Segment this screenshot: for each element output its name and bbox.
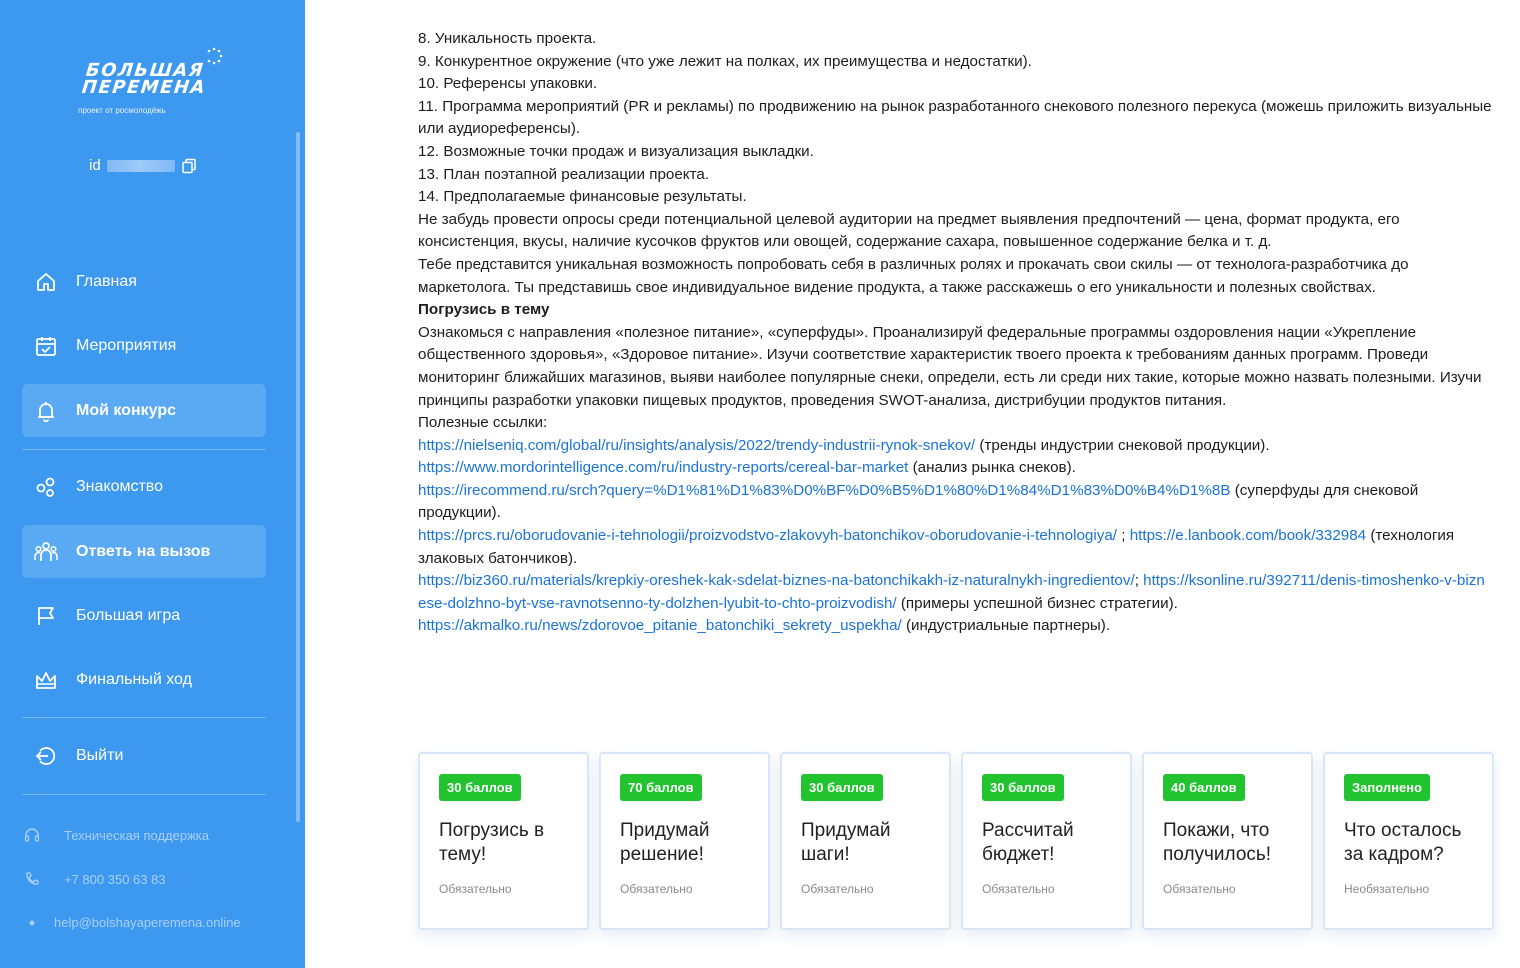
links-label: Полезные ссылки:	[418, 414, 548, 432]
paragraph-survey: Не забудь провести опросы среди потенциальной целевой аудитории на предмет выявления предпочтений — цена, формат продукта, его консистенция, вкусы, наличие кусочков фруктов или овощей, содержание сахара, повышенное содержание белка и т. д.	[418, 210, 1400, 251]
nav-item-events[interactable]	[22, 319, 266, 372]
crown-icon	[34, 668, 58, 692]
sidebar	[0, 0, 305, 968]
link-row: https://nielseniq.com/global/ru/insights/analysis/2022/trendy-industrii-rynok-snekov/ (тренды индустрии снековой продукции).	[418, 436, 1270, 454]
support-email-text: help@bolshayaperemena.online	[54, 915, 241, 930]
list-item: 8. Уникальность проекта.	[418, 30, 597, 47]
nav-item-final-move[interactable]	[22, 653, 266, 706]
card-requirement: Необязательно	[1344, 882, 1430, 896]
nav-label: Большая игра	[76, 606, 181, 624]
nav-divider	[22, 449, 266, 450]
status-badge: Заполнено	[1344, 774, 1430, 801]
logo-line2: ПЕРЕМЕНА	[80, 77, 208, 98]
support-label: Техническая поддержка	[64, 827, 209, 843]
headset-icon	[22, 827, 42, 843]
support-link[interactable]	[22, 827, 209, 843]
email-dot-icon	[22, 919, 42, 927]
nav-item-big-game[interactable]	[22, 589, 266, 642]
group-icon	[34, 540, 58, 564]
task-card[interactable]	[961, 752, 1132, 930]
points-badge: 30 баллов	[801, 774, 883, 801]
user-id	[89, 157, 197, 174]
logo[interactable]	[78, 46, 228, 126]
paragraph-dive: Ознакомься с направления «полезное питание», «суперфуды». Проанализируй федеральные программы оздоровления нации «Укрепление общественного здоровья», «Здоровое питание». Изучи соответствие характеристик твоего проекта к требованиям данных программ. Проведи мониторинг ближайших магазинов, выяви наиболее популярные снеки, определи, есть ли среди них такие, которые можно назвать полезными. Изучи принципы разработки упаковки пищевых продуктов, проведения SWOT-анализа, дистрибуции продуктов питания.	[418, 323, 1482, 409]
list-item: 13. План поэтапной реализации проекта.	[418, 165, 710, 183]
nav-label: Главная	[76, 272, 137, 290]
link[interactable]: https://akmalko.ru/news/zdorovoe_pitanie_batonchiki_sekrety_uspekha/	[418, 617, 902, 635]
task-card[interactable]	[780, 752, 951, 930]
id-label: id	[89, 157, 101, 174]
link[interactable]: https://prcs.ru/oborudovanie-i-tehnologii/proizvodstvo-zlakovyh-batonchikov-oborudovanie-i-tehnologiya/	[418, 527, 1118, 545]
logout-icon	[34, 744, 58, 768]
nav-item-challenge[interactable]	[22, 525, 266, 578]
link-row: https://irecommend.ru/srch?query=%D1%81%D1%83%D0%BF%D0%B5%D1%80%D1%84%D1%83%D0%B4%D1%8B (суперфуды для снековой продукции).	[418, 481, 1419, 522]
points-badge: 40 баллов	[1163, 774, 1245, 801]
logo-line1: БОЛЬШАЯ	[84, 60, 206, 81]
nav-item-my-contest[interactable]	[22, 384, 266, 437]
home-icon	[34, 270, 58, 294]
card-title: Рассчитай бюджет!	[982, 820, 1074, 865]
copy-icon[interactable]	[181, 158, 197, 174]
link-row: https://prcs.ru/oborudovanie-i-tehnologii/proizvodstvo-zlakovyh-batonchikov-oborudovanie-i-tehnologiya/ ; https://e.lanbook.com/book/332984 (технология злаковых батончиков).	[418, 527, 1455, 567]
logo-subtitle: проект от росмолодёжь	[78, 106, 166, 115]
nav-label: Мероприятия	[76, 336, 177, 354]
task-cards	[418, 752, 1494, 930]
nav-label: Знакомство	[76, 477, 164, 495]
nav-divider	[22, 717, 266, 718]
card-requirement: Обязательно	[982, 882, 1055, 896]
list-item: 10. Референсы упаковки.	[418, 75, 598, 93]
card-requirement: Обязательно	[620, 882, 693, 896]
id-value-blurred	[107, 160, 175, 172]
nav-label: Мой конкурс	[76, 401, 176, 419]
flag-icon	[34, 604, 58, 628]
task-card[interactable]	[1323, 752, 1494, 930]
paragraph-roles: Тебе представится уникальная возможность попробовать себя в различных ролях и прокачать свои скилы — от технолога-разработчика до маркетолога. Ты представишь свое индивидуальное видение продукта, а также расскажешь о его уникальности и полезных свойствах.	[418, 255, 1409, 296]
support-email[interactable]	[22, 915, 241, 930]
task-card[interactable]	[599, 752, 770, 930]
task-card[interactable]	[1142, 752, 1313, 930]
list-item: 12. Возможные точки продаж и визуализация выкладки.	[418, 142, 814, 160]
card-requirement: Обязательно	[439, 882, 512, 896]
nav-label: Финальный ход	[76, 670, 192, 688]
support-phone-text: +7 800 350 63 83	[64, 871, 166, 887]
link[interactable]: https://nielseniq.com/global/ru/insights/analysis/2022/trendy-industrii-rynok-snekov/	[418, 436, 976, 454]
card-title: Придумай шаги!	[801, 820, 891, 865]
link-row: https://akmalko.ru/news/zdorovoe_pitanie_batonchiki_sekrety_uspekha/ (индустриальные партнеры).	[418, 617, 1111, 635]
points-badge: 30 баллов	[982, 774, 1064, 801]
task-description	[418, 28, 1493, 638]
link[interactable]: https://www.mordorintelligence.com/ru/industry-reports/cereal-bar-market	[418, 459, 909, 477]
calendar-icon	[34, 334, 58, 358]
card-requirement: Обязательно	[801, 882, 874, 896]
points-badge: 30 баллов	[439, 774, 521, 801]
link[interactable]: https://e.lanbook.com/book/332984	[1129, 527, 1367, 545]
card-title: Придумай решение!	[620, 820, 710, 865]
nav-item-acquaintance[interactable]	[22, 460, 266, 513]
list-item: 11. Программа мероприятий (PR и рекламы) по продвижению на рынок разработанного снекового полезного перекуса (можешь приложить визуальные или аудиореференсы).	[418, 97, 1492, 138]
link-row: https://www.mordorintelligence.com/ru/industry-reports/cereal-bar-market (анализ рынка снеков).	[418, 459, 1076, 477]
section-title: Погрузись в тему	[418, 301, 550, 319]
link-row: https://biz360.ru/materials/krepkiy-oreshek-kak-sdelat-biznes-na-batonchikakh-iz-naturalnykh-ingredientov/; https://ksonline.ru/392711/denis-timoshenko-v-biznese-dolzhno-byt-vse-ravnotsenno-ty-dolzhen-lyubit-to-chto-proizvodish/ (примеры успешной бизнес стратегии).	[418, 572, 1485, 612]
support-phone[interactable]	[22, 871, 166, 887]
link[interactable]: https://biz360.ru/materials/krepkiy-oreshek-kak-sdelat-biznes-na-batonchikakh-iz-naturalnykh-ingredientov/	[418, 572, 1135, 590]
link[interactable]: https://ksonline.ru/392711/denis-timoshenko-v-biznese-dolzhno-byt-vse-ravnotsenno-ty-dolzhen-lyubit-to-chto-proizvodish/	[418, 572, 1485, 612]
nav-item-home[interactable]	[22, 255, 266, 308]
nav-label: Ответь на вызов	[76, 542, 211, 560]
card-title: Покажи, что получилось!	[1163, 820, 1272, 865]
sidebar-scrollbar[interactable]	[296, 132, 300, 822]
phone-icon	[22, 871, 42, 887]
card-requirement: Обязательно	[1163, 882, 1236, 896]
task-card[interactable]	[418, 752, 589, 930]
nav-label: Выйти	[76, 746, 124, 764]
points-badge: 70 баллов	[620, 774, 702, 801]
nav-item-logout[interactable]	[22, 729, 266, 782]
link[interactable]: https://irecommend.ru/srch?query=%D1%81%D1%83%D0%BF%D0%B5%D1%80%D1%84%D1%83%D0%B4%D1%8B	[418, 481, 1231, 499]
card-title: Погрузись в тему!	[439, 820, 545, 865]
people-icon	[34, 475, 58, 499]
list-item: 9. Конкурентное окружение (что уже лежит на полках, их преимущества и недостатки).	[418, 52, 1032, 70]
bell-icon	[34, 399, 58, 423]
list-item: 14. Предполагаемые финансовые результаты.	[418, 188, 747, 206]
nav-divider	[22, 794, 266, 795]
card-title: Что осталось за кадром?	[1344, 820, 1462, 865]
